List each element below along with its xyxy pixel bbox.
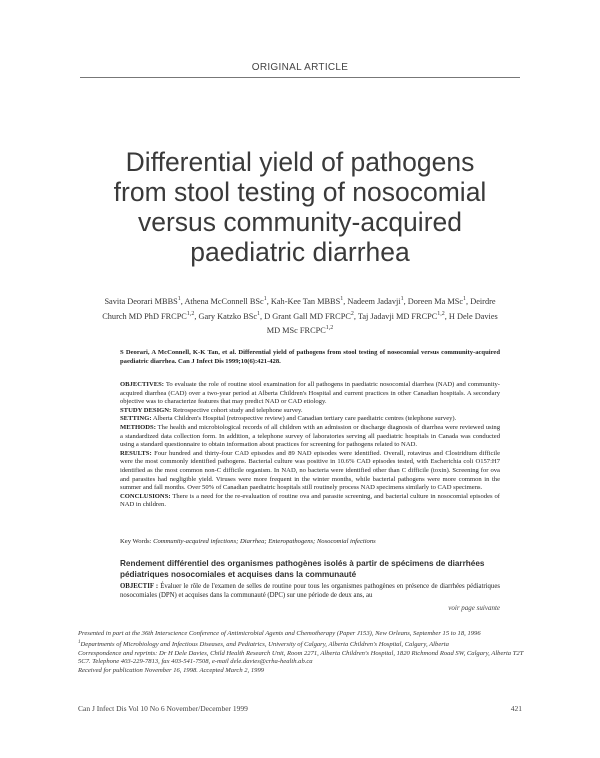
author-list — [95, 293, 505, 337]
abstract-label: STUDY DESIGN: — [120, 406, 172, 414]
keywords-text: Community-acquired infections; Diarrhea; Enteropathogens; Nosocomial infections — [153, 538, 376, 545]
author: Kah-Kee Tan MBBS$^1$, — [270, 296, 348, 306]
page-number: 421 — [510, 704, 522, 713]
abstract-label: CONCLUSIONS: — [120, 492, 171, 500]
title-line: paediatric diarrhea — [190, 237, 410, 267]
title-line: versus community-acquired — [137, 207, 462, 237]
abstract-section — [120, 424, 500, 450]
section-label: ORIGINAL ARTICLE — [251, 62, 349, 73]
citation: S Deorari, A McConnell, K-K Tan, et al. Differential yield of pathogens from stool testing of nosocomial versus community-acquired paediatric diarrhea. Can J Infect Dis 1999;10(6):421-428. — [120, 349, 500, 365]
footnote-presented: Presented in part at the 36th Interscience Conference of Antimicrobial Agents and Chemotherapy (Paper J153), New Orleans, September 15 to 18, 1996 — [78, 630, 481, 637]
french-title: Rendement différentiel des organismes pathogènes isolés à partir de spécimens de diarrhées pédiatriques nosocomiales et acquises dans la communauté — [120, 559, 485, 579]
article-title — [60, 147, 540, 267]
keywords — [120, 538, 500, 547]
footnotes — [78, 630, 528, 676]
french-objective-text: Évaluer le rôle de l'examen de selles de routine pour tous les organismes pathogènes en présence de diarrhées pédiatriques nosocomiales (DPN) et acquises dans la communauté (DPC) sur une période de deux ans, au — [120, 583, 500, 600]
author: Doreen Ma MSc$^1$, — [407, 296, 471, 306]
journal-footer: Can J Infect Dis Vol 10 No 6 November/December 1999 — [78, 704, 248, 713]
author: H Dele Davies MD MSc FRCPC$^{1,2}$ — [266, 311, 498, 336]
author: D Grant Gall MD FRCPC$^2$, — [264, 310, 358, 321]
abstract-text: Four hundred and thirty-four CAD episodes and 89 NAD episodes were identified. Overall, rotavirus and Clostridium difficile were the most commonly identified pathogens. Bacterial culture was positive in 10.6% CAD episodes tested, with Escherichia coli O157:H7 identified as the most common non-C difficile organism. In NAD, no bacteria were identified other than C difficile (toxin). Screening for ova and parasites had negligible yield. Viruses were more frequent in the winter months, while bacterial pathogens were more common in the summer and fall months. Over 50% of Canadian paediatric hospitals still routinely process NAD specimens similarly to CAD specimens. — [120, 449, 501, 492]
abstract-label: RESULTS: — [120, 449, 152, 457]
abstract-section — [120, 407, 500, 416]
footnote-affiliation: $^1$Departments of Microbiology and Infectious Diseases, and Pediatrics, University of Calgary, Alberta Children's Hospital, Calgary, Alberta — [78, 639, 449, 648]
french-objective — [120, 582, 500, 600]
keywords-label: Key Words: — [120, 538, 152, 545]
abstract-section — [120, 415, 500, 424]
continued-note: voir page suivante — [448, 604, 500, 612]
french-objective-label: OBJECTIF : — [120, 583, 159, 590]
abstract-text: To evaluate the role of routine stool examination for all pathogens in paediatric nosocomial diarrhea (NAD) and community-acquired diarrhea (CAD) over a two-year period at Alberta Children's Hospital and current practices in other Canadian hospitals. A secondary objective was to characterize features that may predict NAD or CAD etiology. — [120, 381, 501, 406]
abstract-section — [120, 450, 500, 493]
abstract-label: METHODS: — [120, 423, 156, 431]
author: Savita Deorari MBBS$^1$, — [104, 296, 185, 306]
title-line: Differential yield of pathogens — [125, 147, 475, 177]
abstract-text: The health and microbiological records of all children with an admission or discharge diagnosis of diarrhea were reviewed using a standardized data collection form. In addition, a telephone survey of laboratories serving all paediatric hospitals in Canada was conducted using a standard questionnaire to obtain information about practices for screening for pathogens related to NAD. — [120, 423, 500, 449]
footnote-received: Received for publication November 16, 1998. Accepted March 2, 1999 — [78, 667, 265, 674]
author: Athena McConnell BSc$^1$, — [184, 296, 271, 306]
abstract-label: OBJECTIVES: — [120, 381, 164, 388]
abstract — [120, 381, 500, 510]
title-line: from stool testing of nosocomial — [113, 177, 487, 207]
author: Nadeem Jadavji$^1$, — [347, 296, 408, 306]
abstract-section — [120, 493, 500, 510]
abstract-text: Retrospective cohort study and telephone survey. — [172, 406, 303, 414]
abstract-section — [120, 381, 500, 407]
abstract-text: There is a need for the re-evaluation of routine ova and parasite screening, and bacterial culture in nosocomial episodes of NAD in children. — [120, 492, 501, 509]
abstract-label: SETTING: — [120, 415, 152, 423]
abstract-text: Alberta Children's Hospital (retrospective review) and Canadian tertiary care paediatric centres (telephone survey). — [152, 415, 457, 423]
footnote-correspondence: Correspondence and reprints: Dr H Dele Davies, Child Health Research Unit, Room 2271, Alberta Children's Hospital, 1820 Richmond Road SW, Calgary, Alberta T2T 5C7. Telephone 403-229-7813, fax 403-541-7508, e-mail dele.davies@crha-health.ab.ca — [78, 649, 524, 666]
author: Deirdre Church MD PhD FRCPC$^{1,2}$, — [102, 296, 496, 321]
author: Taj Jadavji MD FRCPC$^{1,2}$, — [357, 310, 449, 321]
author: Gary Katzko BSc$^1$, — [198, 310, 265, 321]
header-rule — [80, 77, 520, 78]
